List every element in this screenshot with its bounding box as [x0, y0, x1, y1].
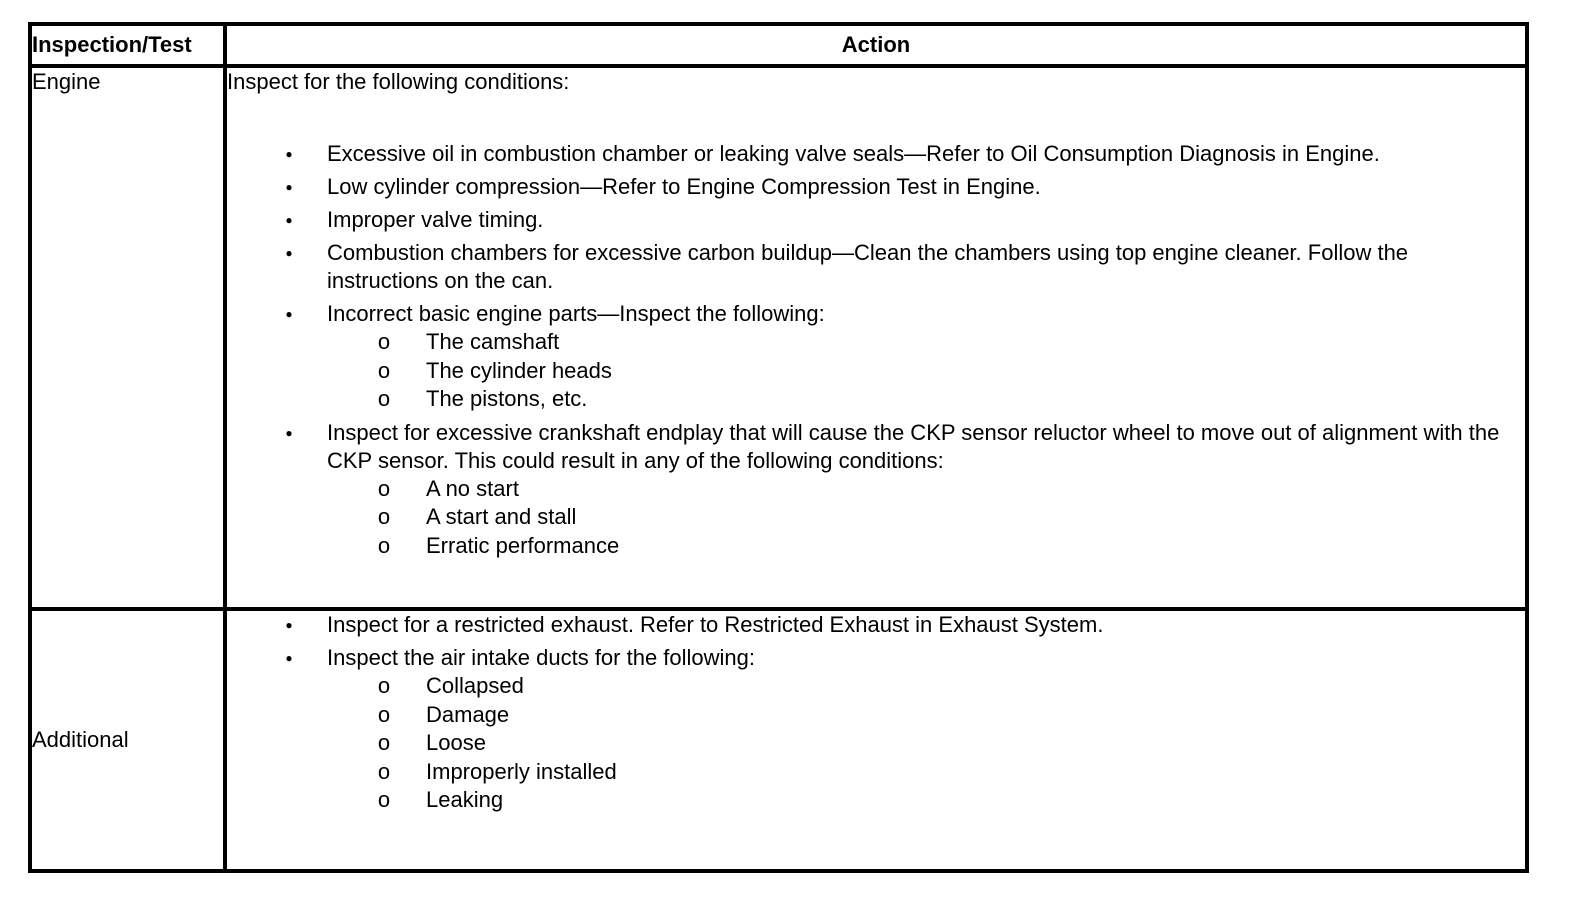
bullet-text: Inspect the air intake ducts for the following:: [327, 645, 756, 670]
circle-bullet-icon: o: [377, 504, 391, 529]
bullet-dot-icon: ●: [285, 425, 293, 440]
circle-bullet-icon: o: [377, 701, 391, 727]
circle-bullet-icon: o: [377, 357, 391, 383]
bullet-text: Low cylinder compression—Refer to Engine Compression Test in Engine.: [327, 174, 1041, 199]
sub-item-text: Damage: [426, 701, 510, 727]
sub-item: [327, 786, 1525, 815]
bullet-dot-icon: ●: [285, 180, 293, 194]
bullet-dot-icon: ●: [285, 147, 293, 161]
bullet-dot-icon: ●: [285, 618, 293, 632]
bullet-text: Combustion chambers for excessive carbon buildup—Clean the chambers using top engine cleaner. Follow the instructions on the can.: [327, 240, 1409, 293]
bullet-item: [227, 239, 1525, 295]
table-row-engine: [30, 66, 1527, 609]
bullet-dot-icon: ●: [285, 651, 293, 665]
additional-bullet-list: [227, 611, 1525, 815]
sub-item-text: A start and stall: [426, 504, 577, 529]
sub-item: [327, 532, 1525, 561]
circle-bullet-icon: o: [377, 532, 391, 558]
sub-list: [327, 328, 1525, 414]
circle-bullet-icon: o: [377, 730, 391, 755]
table-header-row: [30, 24, 1527, 66]
engine-intro-text: Inspect for the following conditions:: [227, 69, 570, 94]
circle-bullet-icon: o: [377, 475, 391, 501]
bullet-text: Improper valve timing.: [327, 207, 544, 232]
inspection-table: [28, 22, 1529, 873]
bullet-text: Excessive oil in combustion chamber or leaking valve seals—Refer to Oil Consumption Diagnosis in Engine.: [327, 141, 1380, 166]
bullet-text: Incorrect basic engine parts—Inspect the following:: [327, 301, 825, 326]
circle-bullet-icon: o: [377, 758, 391, 784]
sub-item-text: Leaking: [426, 787, 504, 812]
bullet-text: Inspect for excessive crankshaft endplay that will cause the CKP sensor reluctor wheel to move out of alignment with the CKP sensor. This could result in any of the following conditions:: [327, 419, 1500, 473]
column-header-action: Action: [225, 24, 1527, 66]
sub-item: [327, 672, 1525, 701]
bullet-item: [227, 300, 1525, 414]
sub-list: [327, 672, 1525, 815]
bullet-text: Inspect for a restricted exhaust. Refer to Restricted Exhaust in Exhaust System.: [327, 612, 1104, 637]
sub-item-text: Loose: [426, 730, 486, 755]
engine-action-cell: [225, 66, 1527, 609]
row-label-additional: Additional: [30, 609, 225, 871]
sub-item-text: The pistons, etc.: [426, 386, 588, 411]
circle-bullet-icon: o: [377, 673, 391, 698]
circle-bullet-icon: o: [377, 329, 391, 354]
sub-item: [327, 503, 1525, 532]
circle-bullet-icon: o: [377, 787, 391, 812]
sub-item-text: A no start: [426, 475, 519, 501]
sub-item: [327, 385, 1525, 414]
sub-list: [327, 475, 1525, 561]
bullet-item: [227, 140, 1525, 168]
column-header-inspection-test: Inspection/Test: [30, 24, 225, 66]
sub-item: [327, 475, 1525, 504]
engine-bullet-list: [227, 140, 1525, 560]
sub-item-text: Improperly installed: [426, 758, 617, 784]
sub-item: [327, 729, 1525, 758]
sub-item: [327, 328, 1525, 357]
additional-action-cell: [225, 609, 1527, 871]
sub-item-text: The cylinder heads: [426, 357, 612, 383]
bullet-item: [227, 419, 1525, 561]
bullet-item: [227, 611, 1525, 639]
circle-bullet-icon: o: [377, 386, 391, 411]
bullet-dot-icon: ●: [285, 213, 293, 227]
sub-item-text: Collapsed: [426, 673, 524, 698]
bullet-item: [227, 173, 1525, 201]
sub-item: [327, 758, 1525, 787]
row-label-engine: Engine: [30, 66, 225, 609]
sub-item-text: The camshaft: [426, 329, 560, 354]
bullet-dot-icon: ●: [285, 307, 293, 321]
sub-item: [327, 357, 1525, 386]
bullet-dot-icon: ●: [285, 246, 293, 260]
table-row-additional: [30, 609, 1527, 871]
sub-item-text: Erratic performance: [426, 532, 620, 558]
bullet-item: [227, 206, 1525, 234]
sub-item: [327, 701, 1525, 730]
bullet-item: [227, 644, 1525, 815]
